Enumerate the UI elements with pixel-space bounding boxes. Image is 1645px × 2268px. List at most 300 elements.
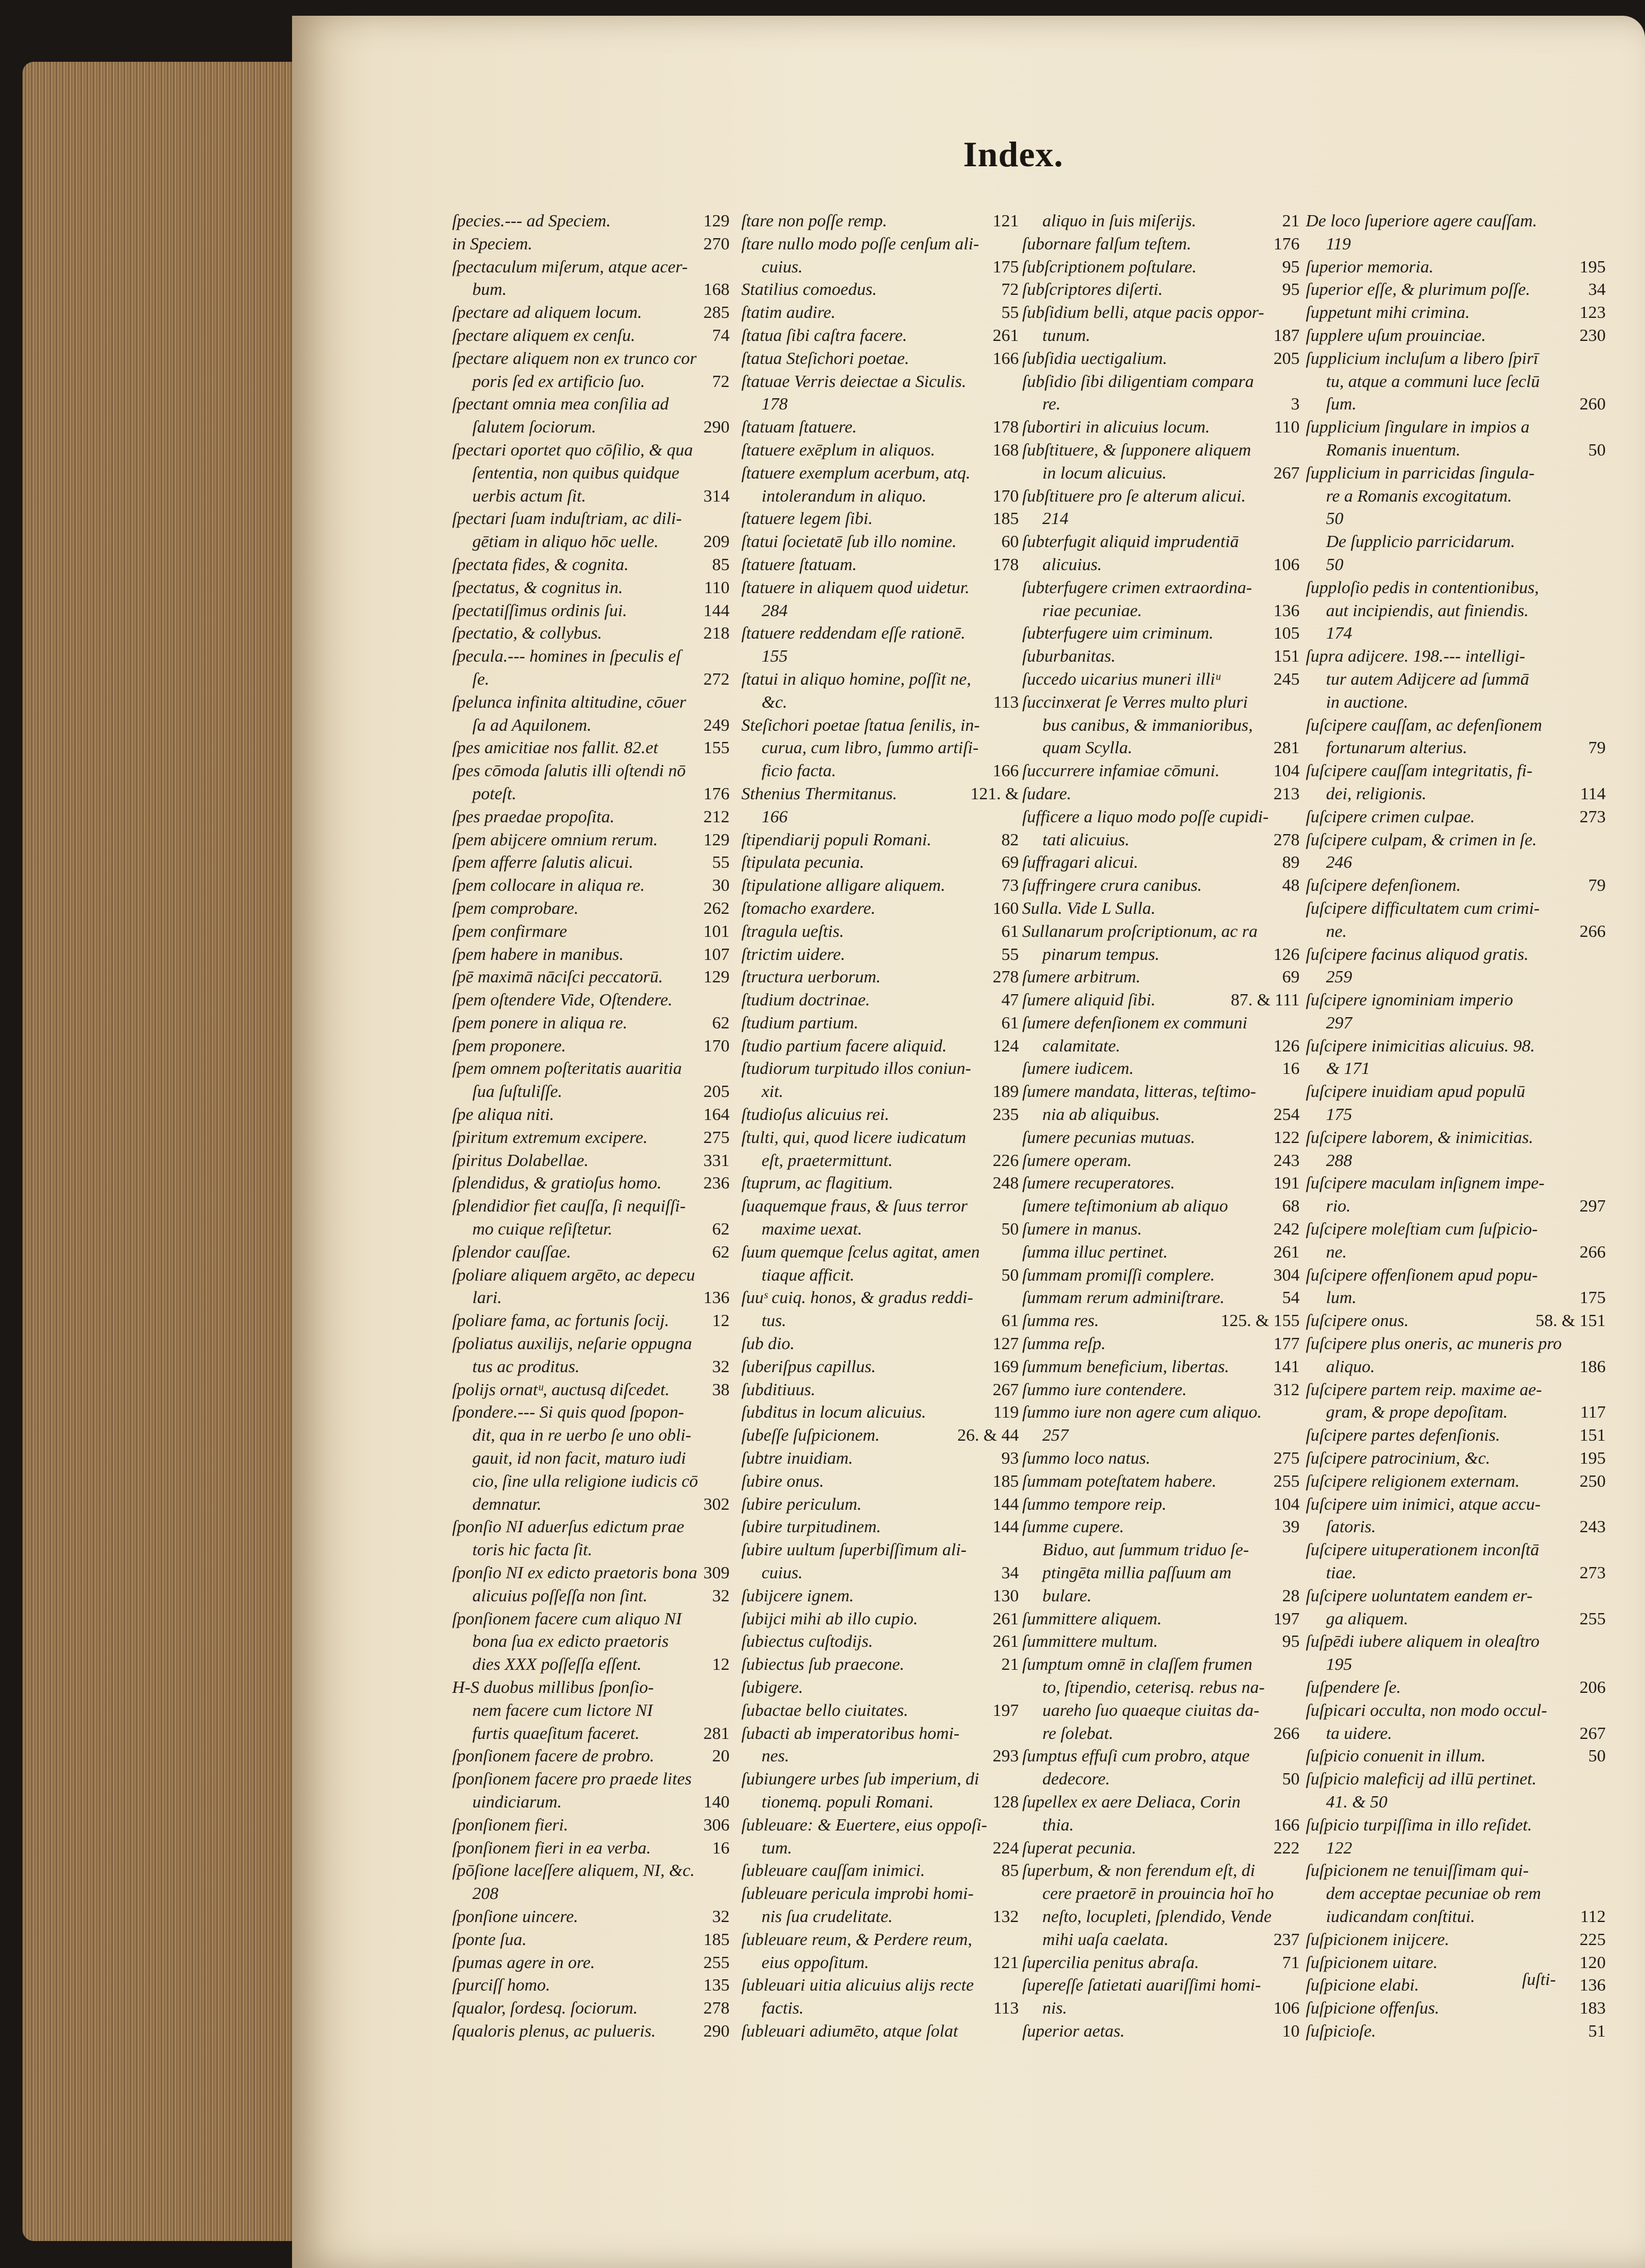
entry-text: ſuſpicari occulta, non modo occul- (1306, 1700, 1547, 1720)
entry-text: ſummam rerum adminiſtrare. (1022, 1287, 1225, 1308)
entry-text: ſuperior aetas. (1022, 2020, 1125, 2041)
entry-text: pinarum tempus. (1042, 944, 1160, 964)
index-entry (1306, 1768, 1609, 1791)
index-entry (1022, 1928, 1303, 1951)
entry-text: uareho ſuo quaeque ciuitas da- (1042, 1700, 1260, 1720)
page-ref: 122 (1273, 1127, 1300, 1147)
entry-text: ſuppetunt mihi crimina. (1306, 302, 1470, 322)
entry-text: nes. (762, 1746, 790, 1766)
page-ref: 87. & 111 (1231, 990, 1300, 1010)
entry-text: ſuffringere crura canibus. (1022, 875, 1202, 895)
entry-text: ſuſcipere partem reip. maxime ae- (1306, 1379, 1542, 1399)
entry-text: ſpiritus Dolabellae. (452, 1150, 589, 1170)
index-entry (1022, 599, 1303, 622)
entry-text: ſalutem ſociorum. (472, 417, 596, 437)
entry-text: in locum alicuius. (1042, 462, 1167, 482)
page-ref: 141 (1273, 1356, 1300, 1376)
entry-text: ſuſcipere crimen culpae. (1306, 806, 1475, 826)
entry-text: ſuſcipere uituperationem inconſtā (1306, 1540, 1539, 1560)
book-page (292, 16, 1645, 2268)
entry-text: ſpectatio, & collybus. (452, 623, 602, 643)
page-ref: 34 (1588, 279, 1606, 299)
page-ref: 312 (1273, 1379, 1300, 1399)
entry-text: in auctione. (1326, 691, 1409, 712)
page-ref: 72 (1001, 279, 1019, 299)
index-entry (1022, 1837, 1303, 1860)
entry-text: ſpē maximā nāciſci peccatorū. (452, 967, 663, 987)
entry-text: quam Scylla. (1042, 737, 1133, 758)
entry-text: ſubiectus ſub praecone. (741, 1654, 905, 1674)
index-entry (741, 782, 1022, 805)
entry-text: ſtudium partium. (741, 1012, 859, 1032)
page-ref: 3 (1291, 394, 1300, 414)
entry-text: ſua ſuſtuliſſe. (472, 1081, 563, 1101)
index-entry (741, 1538, 1022, 1561)
page-ref: 255 (1579, 1608, 1606, 1628)
entry-text: ſuſpendere ſe. (1306, 1677, 1401, 1697)
index-entry (452, 1493, 733, 1516)
index-entry (1306, 1951, 1609, 1974)
index-entry (1306, 782, 1609, 805)
index-entry (1022, 920, 1303, 943)
page-ref: 270 (703, 233, 730, 253)
index-entry (1022, 1882, 1303, 1905)
entry-text: ſpelunca infinita altitudine, cōuer (452, 691, 686, 712)
index-entry (1022, 1653, 1303, 1676)
entry-text: aliquo in ſuis miſerijs. (1042, 211, 1196, 230)
index-entry (1022, 576, 1303, 599)
index-entry (1022, 1172, 1303, 1195)
page-ref: 95 (1282, 1631, 1300, 1651)
index-entry (741, 530, 1022, 553)
entry-text: ta uidere. (1326, 1723, 1392, 1743)
index-entry (1306, 645, 1609, 668)
entry-text: ſubortiri in alicuius locum. (1022, 417, 1210, 437)
index-entry (1022, 645, 1303, 668)
index-entry (1022, 1470, 1303, 1493)
entry-text: ſtomacho exardere. (741, 898, 876, 918)
entry-text: 288 (1326, 1150, 1352, 1170)
page-ref: 136 (1273, 600, 1300, 620)
entry-text: ſumere teſtimonium ab aliquo (1022, 1196, 1228, 1216)
index-entry (1306, 1928, 1609, 1951)
entry-text: 214 (1042, 508, 1069, 529)
index-entry (741, 1997, 1022, 2020)
index-entry (452, 576, 733, 599)
index-entry (452, 1424, 733, 1447)
index-entry (741, 1355, 1022, 1378)
page-ref: 117 (1580, 1402, 1606, 1422)
entry-text: gētiam in aliquo hōc uelle. (472, 531, 659, 552)
page-ref: 185 (703, 1929, 730, 1949)
entry-text: ſumere arbitrum. (1022, 967, 1141, 987)
entry-text: ſumptum omnē in claſſem frumen (1022, 1654, 1252, 1674)
entry-text: demnatur. (472, 1493, 542, 1514)
entry-text: 246 (1326, 852, 1352, 872)
entry-text: ſumere defenſionem ex communi (1022, 1012, 1247, 1032)
entry-text: ſubſcriptores diſerti. (1022, 279, 1163, 299)
index-entry (1306, 553, 1609, 576)
entry-text: ſpem confirmare (452, 921, 567, 941)
index-entry (452, 851, 733, 874)
index-entry (452, 1149, 733, 1172)
index-entry (741, 1745, 1022, 1768)
index-entry (452, 1126, 733, 1149)
page-ref: 32 (712, 1356, 730, 1376)
index-entry (741, 233, 1022, 256)
index-entry (1306, 1791, 1609, 1814)
entry-text: ſuaquemque fraus, & ſuus terror (741, 1196, 968, 1216)
entry-text: &c. (762, 691, 787, 712)
entry-text: alicuius poſſeſſa non ſint. (472, 1585, 648, 1605)
entry-text: ſumme cupere. (1022, 1516, 1124, 1537)
index-entry (452, 1859, 733, 1882)
index-entry (1022, 1012, 1303, 1035)
entry-text: ſpem oſtendere Vide, Oſtendere. (452, 990, 673, 1010)
entry-text: ſpem proponere. (452, 1035, 566, 1055)
entry-text: ſuſpicio conuenit in illum. (1306, 1746, 1486, 1766)
entry-text: ſuſcipere patrocinium, &c. (1306, 1448, 1491, 1468)
entry-text: ſtulti, qui, quod licere iudicatum (741, 1127, 967, 1147)
page-ref: 113 (993, 691, 1019, 712)
entry-text: ſubtre inuidiam. (741, 1448, 853, 1468)
index-entry (452, 1951, 733, 1974)
index-entry (1306, 1195, 1609, 1218)
entry-text: nem facere cum lictore NI (472, 1700, 653, 1720)
entry-text: ſpem habere in manibus. (452, 944, 624, 964)
index-entry (1022, 622, 1303, 645)
index-entry (1306, 1676, 1609, 1699)
entry-text: ſpectata fides, & cognita. (452, 554, 629, 574)
entry-text: gram, & prope depoſitam. (1326, 1402, 1508, 1422)
entry-text: ſpectaculum miſerum, atque acer- (452, 256, 688, 276)
index-entry (452, 782, 733, 805)
page-ref: 48 (1282, 875, 1300, 895)
page-ref: 85 (1001, 1860, 1019, 1880)
entry-text: ſupploſio pedis in contentionibus, (1306, 577, 1539, 597)
page-ref: 127 (992, 1333, 1019, 1354)
index-entry (1022, 1378, 1303, 1401)
entry-text: ſpes praedae propoſita. (452, 806, 615, 826)
entry-text: ſummum beneficium, libertas. (1022, 1356, 1229, 1376)
index-entry (741, 1264, 1022, 1287)
entry-text: eſt, praetermittunt. (762, 1150, 893, 1170)
index-entry (741, 1515, 1022, 1538)
index-entry (1022, 1561, 1303, 1584)
index-entry (452, 1080, 733, 1103)
entry-text: bona ſua ex edicto praetoris (472, 1631, 669, 1651)
index-entry (741, 1218, 1022, 1241)
page-ref: 191 (1273, 1173, 1300, 1193)
index-entry (1306, 1447, 1609, 1470)
page-ref: 79 (1588, 737, 1606, 758)
page-ref: 197 (1273, 1608, 1300, 1628)
page-ref: 278 (992, 967, 1019, 987)
entry-text: ſumptus effuſi cum probro, atque (1022, 1746, 1250, 1766)
index-entry (1022, 1309, 1303, 1332)
page-ref: 281 (703, 1723, 730, 1743)
index-entry (1022, 1791, 1303, 1814)
entry-text: 175 (1326, 1104, 1352, 1124)
index-entry (741, 576, 1022, 599)
index-entry (1022, 828, 1303, 851)
index-entry (1022, 1447, 1303, 1470)
index-entry (1306, 347, 1609, 370)
index-entry (452, 347, 733, 370)
index-entry (452, 622, 733, 645)
entry-text: ſumere recuperatores. (1022, 1173, 1175, 1193)
entry-text: ſupellex ex aere Deliaca, Corin (1022, 1791, 1241, 1811)
entry-text: ſpoliare aliquem argēto, ac depecu (452, 1264, 695, 1285)
index-entry (452, 1218, 733, 1241)
entry-text: ſuum quemque ſcelus agitat, amen (741, 1241, 980, 1261)
page-ref: 235 (992, 1104, 1019, 1124)
index-entry (741, 1837, 1022, 1860)
index-entry (1022, 462, 1303, 485)
page-ref: 10 (1282, 2020, 1300, 2041)
entry-text: ſtare nullo modo poſſe cenſum ali- (741, 233, 979, 253)
entry-text: ſuccinxerat ſe Verres multo pluri (1022, 691, 1248, 712)
entry-text: 50 (1326, 508, 1343, 529)
entry-text: ſuperbum, & non ferendum eſt, di (1022, 1860, 1255, 1880)
entry-text: tus. (762, 1310, 786, 1331)
entry-text: ſpem omnem poſteritatis auaritia (452, 1058, 682, 1078)
entry-text: tionemq. populi Romani. (762, 1791, 934, 1811)
page-ref: 130 (992, 1585, 1019, 1605)
entry-text: ſpe aliqua niti. (452, 1104, 554, 1124)
index-entry (741, 256, 1022, 279)
index-entry (1306, 1745, 1609, 1768)
page-ref: 169 (992, 1356, 1019, 1376)
page-ref: 101 (703, 921, 730, 941)
page-ref: 218 (703, 623, 730, 643)
index-entry (1306, 1607, 1609, 1631)
entry-text: ſumere pecunias mutuas. (1022, 1127, 1195, 1147)
page-ref: 136 (1579, 1975, 1606, 1995)
index-entry (741, 1241, 1022, 1264)
entry-text: Sullanarum proſcriptionum, ac ra (1022, 921, 1258, 941)
entry-text: ſponſio NI ex edicto praetoris bona (452, 1563, 698, 1583)
entry-text: ſummittere multum. (1022, 1631, 1158, 1651)
entry-text: ſubleuare: & Euertere, eius oppoſi- (741, 1814, 987, 1834)
page-ref: 144 (703, 600, 730, 620)
entry-text: ſqualoris plenus, ac pulueris. (452, 2020, 656, 2041)
index-entry (452, 1722, 733, 1745)
entry-text: Romanis inuentum. (1326, 439, 1461, 459)
entry-text: 41. & 50 (1326, 1791, 1388, 1811)
index-entry (1022, 759, 1303, 782)
page-ref: 144 (992, 1493, 1019, 1514)
page-ref: 39 (1282, 1516, 1300, 1537)
entry-text: ſubſidia uectigalium. (1022, 348, 1168, 368)
entry-text: 284 (762, 600, 788, 620)
index-entry (1306, 1882, 1609, 1905)
entry-text: ſpectare aliquem ex cenſu. (452, 325, 635, 345)
page-ref: 187 (1273, 325, 1300, 345)
page-ref: 126 (1273, 944, 1300, 964)
entry-text: ſe. (472, 668, 490, 689)
entry-text: ſuſcipere inimicitias alicuius. 98. (1306, 1035, 1535, 1055)
entry-text: ſuccurrere infamiae cōmuni. (1022, 760, 1220, 781)
index-entry (1022, 416, 1303, 439)
page-ref: 74 (712, 325, 730, 345)
entry-text: ptingēta millia paſſuum am (1042, 1563, 1232, 1583)
entry-text: ſuſcipere difficultatem cum crimi- (1306, 898, 1540, 918)
index-entry (1306, 1493, 1609, 1516)
index-entry (741, 897, 1022, 920)
entry-text: ſuſcipere culpam, & crimen in ſe. (1306, 829, 1537, 849)
index-entry (1022, 1264, 1303, 1287)
entry-text: ſumma res. (1022, 1310, 1099, 1331)
index-entry (1306, 1218, 1609, 1241)
page-ref: 250 (1579, 1470, 1606, 1491)
entry-text: ſpectari ſuam induſtriam, ac dili- (452, 508, 682, 529)
index-entry (452, 1676, 733, 1699)
page-ref: 160 (992, 898, 1019, 918)
index-entry (1022, 1035, 1303, 1058)
index-entry (741, 1149, 1022, 1172)
entry-text: ſubijci mihi ab illo cupio. (741, 1608, 918, 1628)
page-ref: 140 (703, 1791, 730, 1811)
index-entry (741, 1653, 1022, 1676)
page-ref: 26. & 44 (957, 1425, 1019, 1445)
page-ref: 129 (703, 211, 730, 230)
entry-text: ſubſidium belli, atque pacis oppor- (1022, 302, 1264, 322)
page-ref: 129 (703, 829, 730, 849)
page-ref: 61 (1001, 1310, 1019, 1331)
entry-text: ſubſtituere, & ſupponere aliquem (1022, 439, 1251, 459)
entry-text: ſuberiſpus capillus. (741, 1356, 876, 1376)
index-entry (1022, 1080, 1303, 1103)
page-ref: 47 (1001, 990, 1019, 1010)
entry-text: ſpectare ad aliquem locum. (452, 302, 642, 322)
index-entry (452, 1401, 733, 1424)
index-entry (452, 1630, 733, 1653)
entry-text: ſub dio. (741, 1333, 795, 1354)
entry-text: ſumere mandata, litteras, teſtimo- (1022, 1081, 1256, 1101)
entry-text: & 171 (1326, 1058, 1370, 1078)
index-entry (452, 759, 733, 782)
page-ref: 110 (1274, 417, 1300, 437)
index-entry (741, 1882, 1022, 1905)
entry-text: aut incipiendis, aut finiendis. (1326, 600, 1529, 620)
index-entry (1306, 1103, 1609, 1126)
index-entry (1022, 1607, 1303, 1631)
index-entry (1022, 1745, 1303, 1768)
page-ref: 261 (1273, 1241, 1300, 1261)
index-entry (741, 1332, 1022, 1355)
entry-text: tu, atque a communi luce ſeclū (1326, 371, 1540, 391)
page-ref: 85 (712, 554, 730, 574)
index-entry (1306, 897, 1609, 920)
page-ref: 128 (992, 1791, 1019, 1811)
entry-text: ſuſcipere facinus aliquod gratis. (1306, 944, 1529, 964)
page-ref: 226 (992, 1150, 1019, 1170)
entry-text: ſuſcipere onus. (1306, 1310, 1409, 1331)
page-ref: 290 (703, 417, 730, 437)
entry-text: ſubleuare cauſſam inimici. (741, 1860, 925, 1880)
entry-text: Sthenius Thermitanus. (741, 783, 897, 803)
entry-text: ſa ad Aquilonem. (472, 714, 592, 735)
entry-text: ſuſcipere defenſionem. (1306, 875, 1461, 895)
index-entry (452, 1814, 733, 1837)
page-ref: 121 (992, 1952, 1019, 1972)
entry-text: ſuſpicio maleficij ad illū pertinet. (1306, 1769, 1537, 1789)
entry-text: lari. (472, 1287, 502, 1308)
entry-text: ſupercilia penitus abraſa. (1022, 1952, 1199, 1972)
page-ref: 213 (1273, 783, 1300, 803)
entry-text: ſtatui in aliquo homine, poſſit ne, (741, 668, 972, 689)
entry-text: ſplendor cauſſae. (452, 1241, 571, 1261)
entry-text: ſubleuari adiumēto, atque ſolat (741, 2020, 958, 2041)
page-ref: 178 (992, 554, 1019, 574)
page-ref: 185 (992, 1470, 1019, 1491)
entry-text: ſpecula.--- homines in ſpeculis eſ (452, 646, 681, 666)
entry-text: ſpem ponere in aliqua re. (452, 1012, 627, 1032)
page-ref: 281 (1273, 737, 1300, 758)
index-entry (1306, 1424, 1609, 1447)
index-entry (452, 1103, 733, 1126)
entry-text: thia. (1042, 1814, 1074, 1834)
entry-text: tus ac proditus. (472, 1356, 580, 1376)
index-entry (1306, 1722, 1609, 1745)
entry-text: uindiciarum. (472, 1791, 562, 1811)
index-entry (452, 645, 733, 668)
entry-text: ſpem afferre ſalutis alicui. (452, 852, 634, 872)
page-ref: 261 (992, 1631, 1019, 1651)
index-entry (1022, 736, 1303, 759)
page-ref: 121. & (970, 783, 1019, 803)
index-entry (452, 1791, 733, 1814)
entry-text: ſpectari oportet quo cōſilio, & qua (452, 439, 693, 459)
index-entry (1022, 966, 1303, 989)
index-entry (741, 966, 1022, 989)
entry-text: 119 (1326, 233, 1351, 253)
entry-text: 50 (1326, 554, 1343, 574)
entry-text: ſpectare aliquem non ex trunco cor (452, 348, 697, 368)
index-column-3 (1022, 210, 1303, 2043)
entry-text: ſubigere. (741, 1677, 803, 1697)
index-entry (741, 1859, 1022, 1882)
page-ref: 124 (992, 1035, 1019, 1055)
page-ref: 132 (992, 1906, 1019, 1926)
entry-text: ſubeſſe ſuſpicionem. (741, 1425, 880, 1445)
index-entry (1022, 1676, 1303, 1699)
entry-text: ſtatuere in aliquem quod uidetur. (741, 577, 970, 597)
page-ref: 50 (1588, 1746, 1606, 1766)
index-entry (452, 943, 733, 966)
index-entry (1022, 1195, 1303, 1218)
page-ref: 68 (1282, 1196, 1300, 1216)
page-ref: 38 (712, 1379, 730, 1399)
entry-text: ſuccedo uicarius muneri illiᵘ (1022, 668, 1220, 689)
page-ref: 82 (1001, 829, 1019, 849)
index-entry (1306, 301, 1609, 324)
page-ref: 62 (712, 1241, 730, 1261)
page-ref: 290 (703, 2020, 730, 2041)
index-entry (741, 1561, 1022, 1584)
index-entry (741, 1080, 1022, 1103)
index-entry (741, 1035, 1022, 1058)
entry-text: ſuſcipere uim inimici, atque accu- (1306, 1493, 1541, 1514)
entry-text: aliquo. (1326, 1356, 1375, 1376)
index-entry (452, 714, 733, 737)
index-entry (741, 874, 1022, 897)
page-ref: 89 (1282, 852, 1300, 872)
entry-text: ſuſpicioſe. (1306, 2020, 1376, 2041)
entry-text: ſupplicium in parricidas ſingula- (1306, 462, 1535, 482)
index-entry (452, 1837, 733, 1860)
